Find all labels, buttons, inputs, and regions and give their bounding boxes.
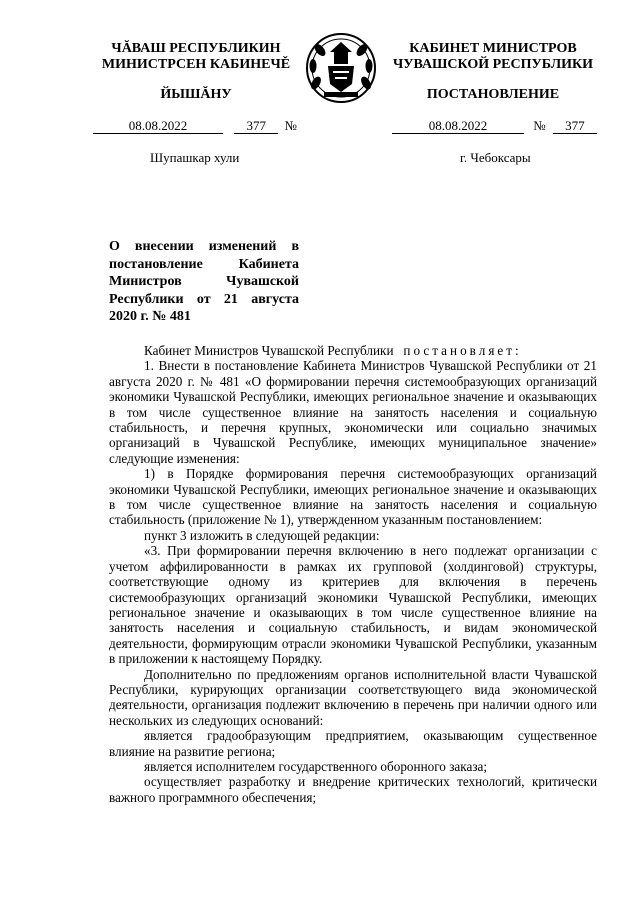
paragraph-5: Дополнительно по предложениям органов исполнительной власти Чувашской Республики, курирующих организации соответствующего вида экономической деятельности, организация подлежит включению в перечень при наличии одного или нескольких из следующих оснований: [109,666,597,728]
left-date-number-line [93,118,297,134]
paragraph-2: 1) в Порядке формирования перечня системообразующих организаций экономики Чувашской Республики, имеющих региональное значение и оказывающих в том числе существенное влияние на занятость населения и социальную стабильность (приложение № 1), утвержденном указанным постановлением: [109,466,597,528]
paragraph-6: является градообразующим предприятием, оказывающим существенное влияние на развитие региона; [109,728,597,759]
right-place: г. Чебоксары [460,150,531,165]
document-title: О внесении изменений в постановление Кабинета Министров Чувашской Республики от 21 августа 2020 г. № 481 [109,239,299,324]
paragraph-8: осуществляет разработку и внедрение критических технологий, критически важного программного обеспечения; [109,774,597,805]
paragraph-7: является исполнителем государственного оборонного заказа; [144,758,488,774]
intro-verb: постановляет: [403,343,522,358]
right-header [384,41,602,73]
left-header-line2: МИНИСТРСЕН КАБИНЕЧĚ [101,57,291,72]
left-header-line1: ЧĂВАШ РЕСПУБЛИКИН [111,41,281,56]
left-number: 377 [234,118,278,134]
right-header-line2: ЧУВАШСКОЙ РЕСПУБЛИКИ [392,57,594,72]
left-place: Шупашкар хули [150,150,240,165]
intro-paragraph [109,343,597,358]
left-date: 08.08.2022 [93,118,223,134]
left-header [92,41,300,73]
right-date-number-line [392,118,597,134]
paragraph-3: пункт 3 изложить в следующей редакции: [144,527,380,543]
document-body [109,343,597,805]
right-header-line1: КАБИНЕТ МИНИСТРОВ [409,41,577,56]
left-doc-type: ЙЫШĂНУ [160,87,232,102]
paragraph-4: «3. При формировании перечня включению в него подлежат организации с учетом аффилированности в рамках их групповой (холдинговой) структуры, соответствующие одному из критериев для включения в перечень системообразующих организаций экономики Чувашской Республики, имеющих региональное значение и оказывающих в том числе существенное влияние на занятость населения и социальную стабильность, и видам экономической деятельности, формирующим отрасли экономики Чувашской Республики, указанным в приложении к настоящему Порядку. [109,543,597,667]
intro-subject: Кабинет Министров Чувашской Республики [144,343,394,358]
right-date: 08.08.2022 [392,118,524,134]
paragraph-1: 1. Внести в постановление Кабинета Министров Чувашской Республики от 21 августа 2020 г. № 481 «О формировании перечня системообразующих организаций экономики Чувашской Республики, имеющих региональное значение и оказывающих в том числе существенное влияние на занятость населения и социальную стабильность, и перечня крупных, экономически или социально значимых организаций в Чувашской Республике, имеющих муниципальное значение» следующие изменения: [109,358,597,466]
right-number: 377 [553,118,597,134]
left-number-sign: № [284,118,297,133]
right-number-sign: № [533,118,546,133]
coat-of-arms-icon [302,28,380,106]
right-doc-type: ПОСТАНОВЛЕНИЕ [426,87,560,102]
